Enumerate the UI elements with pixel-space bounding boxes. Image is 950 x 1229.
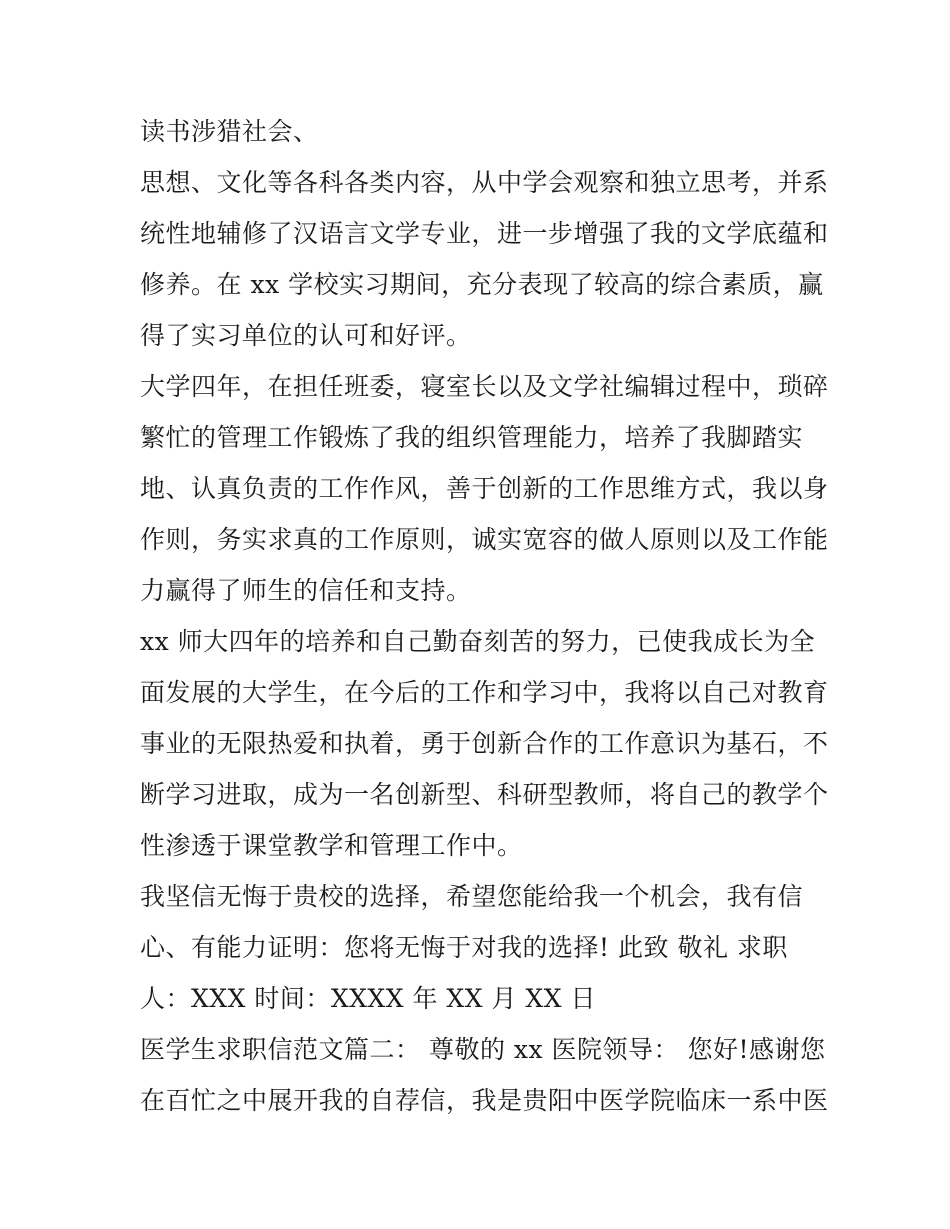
text-line: 力赢得了师生的信任和支持。 bbox=[140, 576, 472, 605]
body-text bbox=[140, 106, 829, 1126]
text-line: 繁忙的管理工作锻炼了我的组织管理能力，培养了我脚踏实 bbox=[140, 423, 804, 452]
text-line: 统性地辅修了汉语言文学专业，进一步增强了我的文学底蕴和 bbox=[140, 219, 829, 248]
text-line: 心、有能力证明：您将无悔于对我的选择! 此致 敬礼 求职 bbox=[140, 933, 788, 962]
text-line: 得了实习单位的认可和好评。 bbox=[140, 321, 472, 350]
text-line: 在百忙之中展开我的自荐信，我是贵阳中医学院临床一系中医 bbox=[140, 1086, 829, 1115]
text-line: 面发展的大学生，在今后的工作和学习中，我将以自己对教育 bbox=[140, 678, 829, 707]
text-line: 断学习进取，成为一名创新型、科研型教师，将自己的教学个 bbox=[140, 780, 829, 809]
text-line: 思想、文化等各科各类内容，从中学会观察和独立思考，并系 bbox=[140, 168, 829, 197]
text-line: 大学四年，在担任班委，寝室长以及文学社编辑过程中，琐碎 bbox=[140, 372, 829, 401]
text-line: 地、认真负责的工作作风，善于创新的工作思维方式，我以身 bbox=[140, 474, 829, 503]
text-line: 性渗透于课堂教学和管理工作中。 bbox=[140, 831, 523, 860]
text-line: 修养。在 xx 学校实习期间，充分表现了较高的综合素质，赢 bbox=[140, 270, 824, 299]
text-line: 我坚信无悔于贵校的选择，希望您能给我一个机会，我有信 bbox=[140, 882, 804, 911]
text-line: xx 师大四年的培养和自己勤奋刻苦的努力，已使我成长为全 bbox=[140, 627, 816, 656]
text-line: 医学生求职信范文篇二： 尊敬的 xx 医院领导： 您好!感谢您 bbox=[140, 1035, 826, 1064]
text-line: 读书涉猎社会、 bbox=[140, 117, 319, 146]
text-line: 作则，务实求真的工作原则，诚实宽容的做人原则以及工作能 bbox=[140, 525, 829, 554]
text-line: 人：XXX 时间：XXXX 年 XX 月 XX 日 bbox=[140, 984, 596, 1013]
text-line: 事业的无限热爱和执着，勇于创新合作的工作意识为基石，不 bbox=[140, 729, 829, 758]
